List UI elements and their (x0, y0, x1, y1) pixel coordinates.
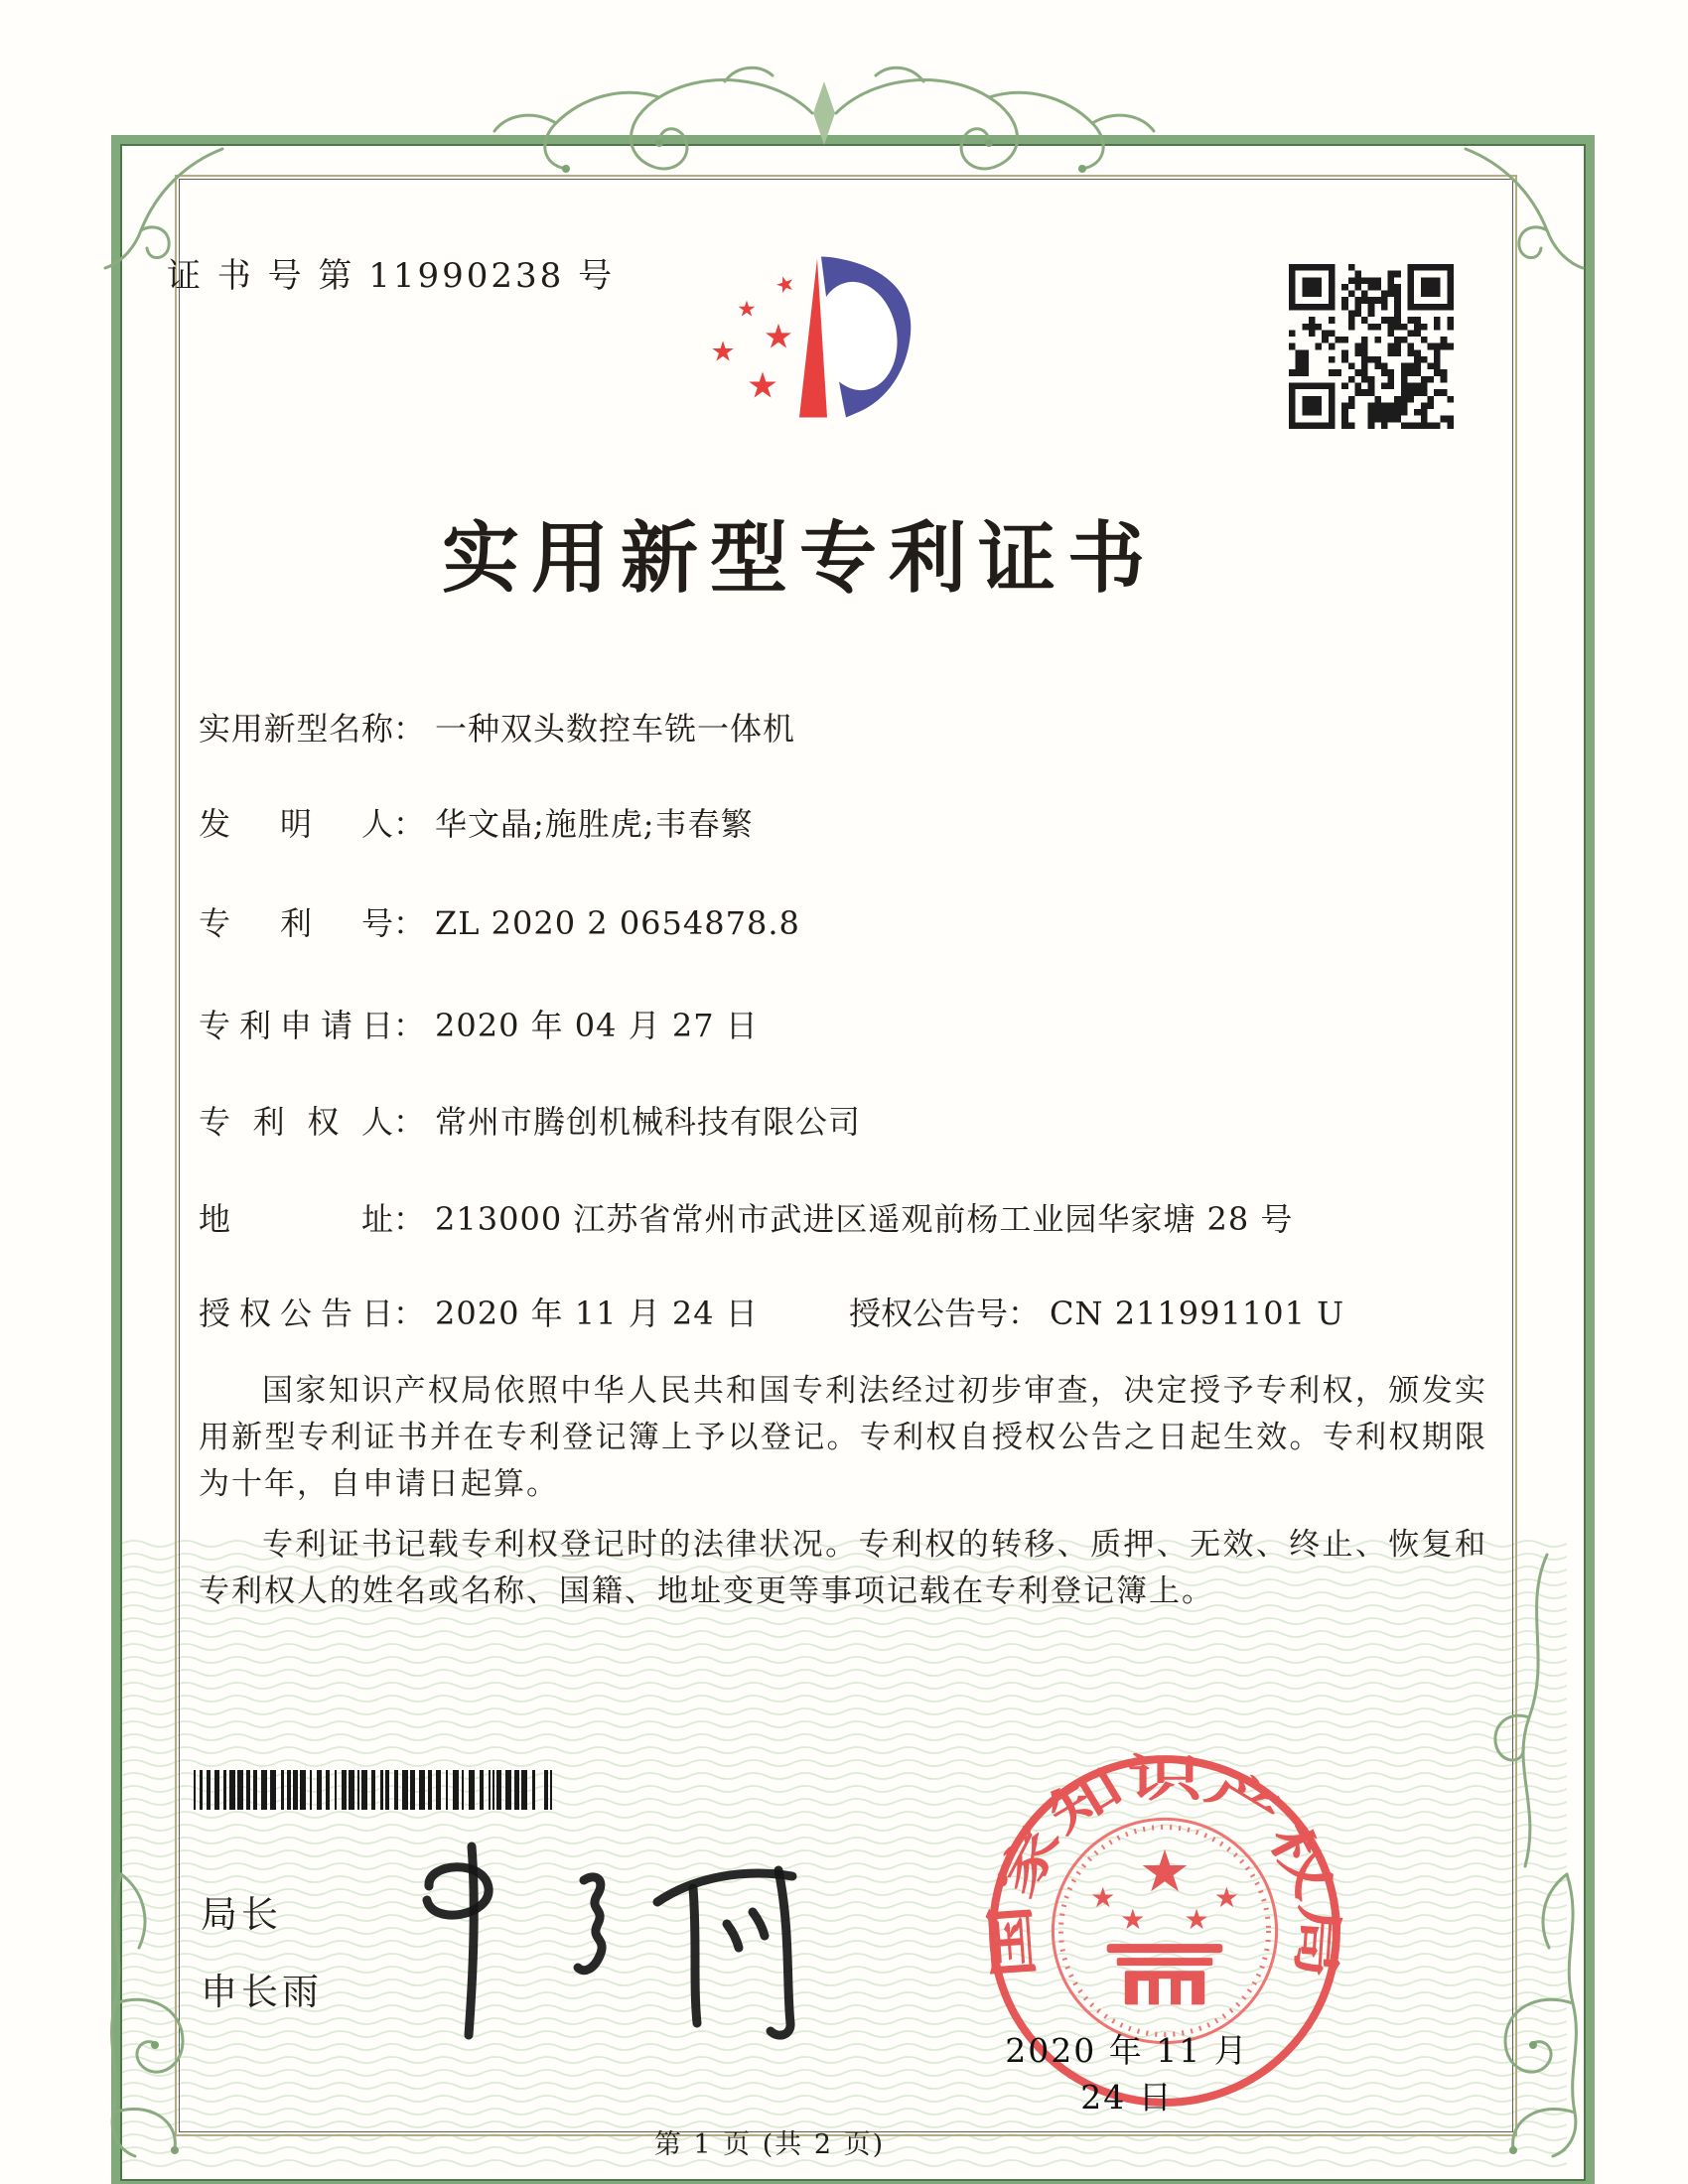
seal-date: 2020 年 11 月 24 日 (1005, 2031, 1249, 2116)
field-label: 地址 (199, 1200, 393, 1238)
svg-text:★: ★ (1120, 1902, 1146, 1936)
field-label: 专利申请日 (199, 1007, 393, 1044)
qr-code (1289, 264, 1454, 429)
page-footer: 第 1 页 (共 2 页) (653, 2129, 886, 2160)
svg-text:★: ★ (1090, 1880, 1116, 1914)
field-label: 实用新型名称 (199, 710, 393, 748)
field-label: 发明人 (199, 805, 393, 843)
barcode (194, 1770, 553, 1810)
svg-text:★: ★ (746, 365, 779, 407)
field-colon: ： (393, 1295, 426, 1332)
certificate-title: 实用新型专利证书 (441, 513, 1157, 604)
field-colon: ： (393, 710, 426, 748)
seal-text: 国家知识产权局 (981, 1748, 1349, 1981)
legal-text-block (199, 1368, 1487, 1629)
field-colon: ： (1008, 1295, 1041, 1332)
svg-text:★: ★ (772, 270, 799, 301)
certificate-number: 证 书 号 第 11990238 号 (167, 256, 616, 296)
signer-name: 申长雨 (201, 1971, 323, 2013)
signer-title: 局长 (201, 1893, 282, 1936)
field-value: CN 211991101 U (1050, 1295, 1345, 1332)
field-row-patentee (199, 1097, 861, 1143)
field-colon: ： (393, 1103, 426, 1141)
field-label: 授权公告日 (199, 1295, 393, 1332)
field-value: 2020 年 11 月 24 日 (435, 1295, 759, 1332)
legal-paragraph-1: 国家知识产权局依照中华人民共和国专利法经过初步审查，决定授予专利权，颁发实用新型专利证书并在专利登记簿上予以登记。专利权自授权公告之日起生效。专利权期限为十年，自申请日起算。 (199, 1373, 1487, 1502)
field-row-patent-number (199, 898, 800, 944)
field-colon: ： (393, 904, 426, 942)
field-label: 专利权人 (199, 1103, 393, 1141)
field-value: ZL 2020 2 0654878.8 (435, 904, 800, 942)
field-colon: ： (393, 805, 426, 843)
field-value: 一种双头数控车铣一体机 (435, 710, 796, 748)
field-grant-number (849, 1289, 1344, 1334)
field-row-inventors (199, 799, 754, 845)
svg-text:★: ★ (1213, 1880, 1239, 1914)
field-row-address (199, 1194, 1293, 1240)
svg-text:★: ★ (763, 317, 794, 357)
field-colon: ： (393, 1007, 426, 1044)
field-value: 常州市腾创机械科技有限公司 (435, 1103, 862, 1141)
field-row-utility-model-name (199, 704, 795, 750)
director-handwritten-signature (377, 1829, 824, 2047)
field-row-filing-date (199, 1001, 759, 1046)
field-value: 213000 江苏省常州市武进区遥观前杨工业园华家塘 28 号 (435, 1200, 1294, 1238)
field-row-grant-date (199, 1289, 1489, 1334)
svg-text:★: ★ (1138, 1837, 1192, 1905)
svg-text:★: ★ (710, 335, 736, 368)
field-label: 授权公告号 (849, 1295, 1009, 1332)
svg-text:★: ★ (1184, 1902, 1209, 1936)
svg-text:★: ★ (737, 297, 757, 323)
legal-paragraph-2: 专利证书记载专利权登记时的法律状况。专利权的转移、质押、无效、终止、恢复和专利权人的姓名或名称、国籍、地址变更等事项记载在专利登记簿上。 (199, 1527, 1487, 1609)
field-value: 2020 年 04 月 27 日 (435, 1007, 759, 1044)
cnipa-logo (695, 244, 943, 448)
field-colon: ： (393, 1200, 426, 1238)
field-value: 华文晶;施胜虎;韦春繁 (435, 805, 754, 843)
field-label: 专利号 (199, 904, 393, 942)
